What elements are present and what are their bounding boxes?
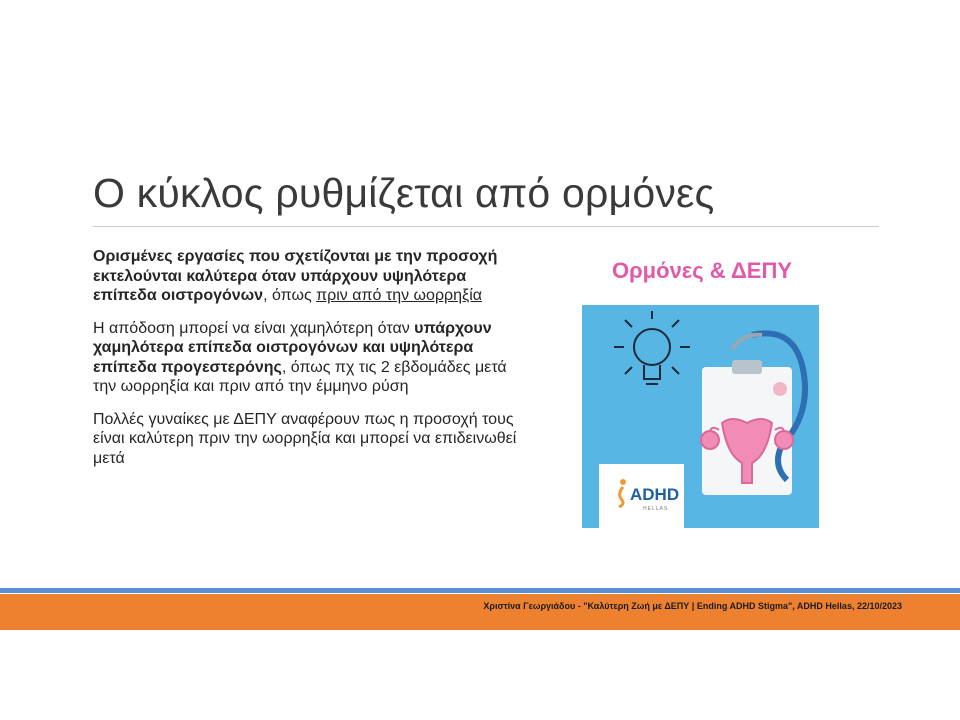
p2-text-1: Η απόδοση μπορεί να είναι χαμηλότερη όταν (93, 319, 415, 337)
footer-orange-band (0, 594, 960, 630)
logo-figure-icon (615, 478, 629, 508)
adhd-hellas-logo (599, 464, 684, 528)
lightbulb-brain-icon (614, 311, 690, 384)
logo-text: ADHD (630, 485, 680, 504)
p1-text-3: , όπως (263, 287, 317, 304)
footer-citation: Χριστίνα Γεωργιάδου - "Καλύτερη Ζωή με ΔΕΠΥ | Ending ADHD Stigma", ADHD Hellas, 22/10/2023 (483, 601, 902, 611)
p1-text-4: πριν από την ωορρηξία (316, 287, 483, 304)
p3-text-1: Πολλές γυναίκες με ΔΕΠΥ αναφέρουν πως η προσοχή τους είναι καλύτερη πριν την ωορρηξία και μπορεί να επιδεινωθεί μετά (93, 410, 517, 467)
slide-title: Ο κύκλος ρυθμίζεται από ορμόνες (93, 170, 715, 216)
paragraph-2 (93, 319, 518, 397)
hormones-illustration (582, 305, 819, 528)
p1-text-1: Ορισμένες εργασίες που σχετίζονται με την προσοχή εκτελούνται καλύτερα όταν (93, 248, 498, 285)
paragraph-3 (93, 410, 518, 469)
side-title: Ορμόνες & ΔΕΠΥ (611, 258, 793, 283)
p1-text-2: υπάρχουν υψηλότερα επίπεδα οιστρογόνων (93, 267, 467, 304)
p2-text-3: , όπως πχ τις 2 εβδομάδες μετά την ωορρηξία και πριν από την έμμηνο ρύση (93, 358, 507, 395)
footer-blue-band (0, 588, 960, 593)
p2-text-2: υπάρχουν χαμηλότερα επίπεδα οιστρογόνων και υψηλότερα επίπεδα προγεστερόνης (93, 319, 492, 376)
paragraph-1 (93, 247, 518, 306)
body-text (93, 247, 518, 481)
title-divider (93, 226, 879, 227)
logo-subtext: HELLAS (643, 506, 669, 512)
